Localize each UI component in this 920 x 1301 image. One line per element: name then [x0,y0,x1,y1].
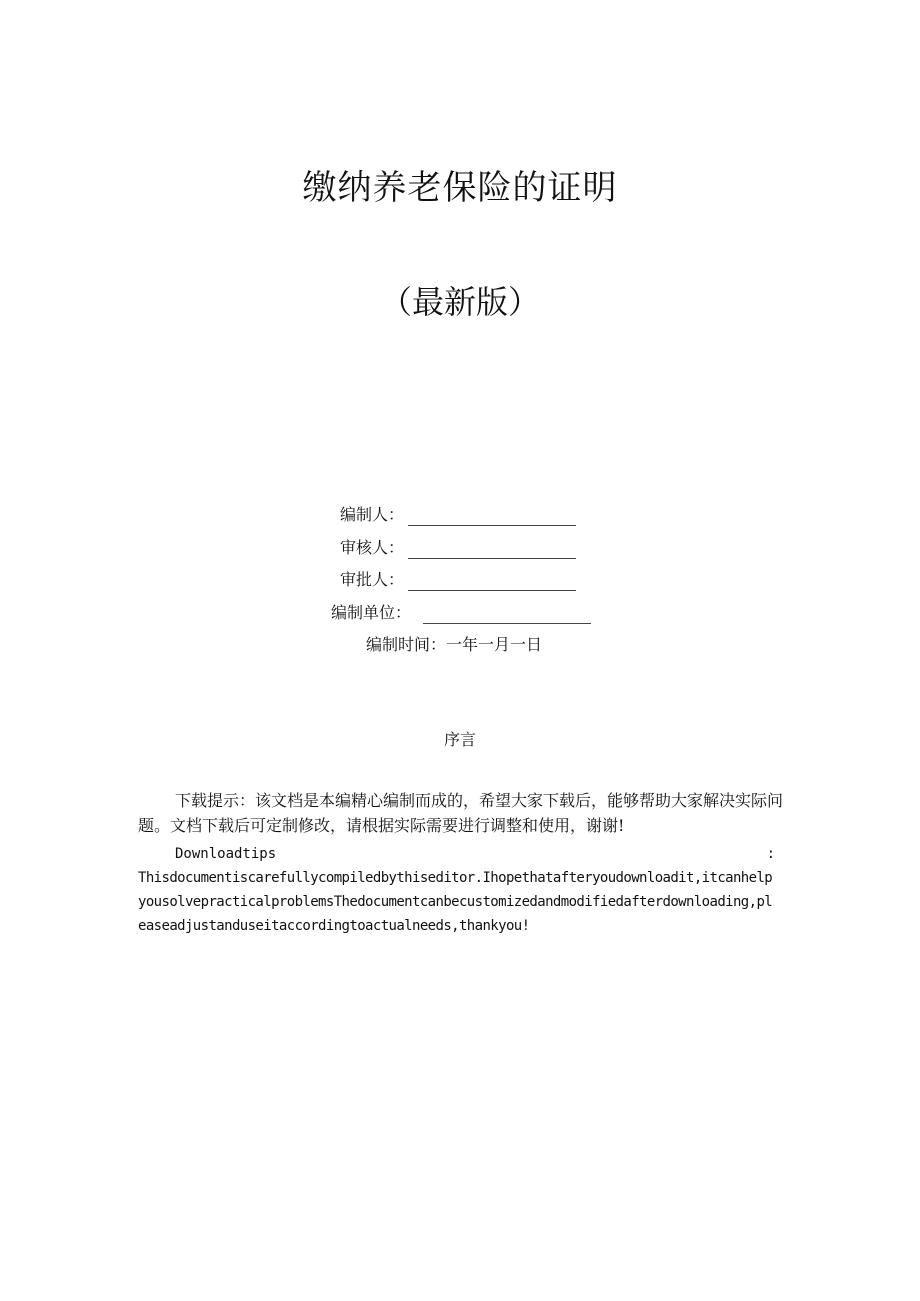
approver-label: 审批人： [340,570,405,589]
approver-blank-line [408,572,576,591]
download-tip-chinese: 下载提示：该文档是本编精心编制而成的，希望大家下载后，能够帮助大家解决实际问题。文档下载后可定制修改，请根据实际需要进行调整和使用，谢谢! [138,791,784,835]
unit-blank-line [423,605,591,624]
compiler-field [340,504,576,526]
document-subtitle: （最新版） [379,283,540,321]
compiler-blank-line [408,507,576,526]
date-label: 编制时间：一年一月一日 [366,635,543,654]
download-tip-english-colon: : [766,846,775,862]
reviewer-blank-line [408,540,576,559]
download-tip-english-body: Thisdocumentiscarefullycompiledbythiseditor.Ihopethatafteryoudownloadit,itcanhelpyousolvepracticalproblemsThedocumentcanbecustomizedandmodifiedafterdownloading,pleaseadjustanduseitaccordingtoactualneeds,thankyou! [138,870,773,934]
date-field [366,634,542,656]
reviewer-label: 审核人： [340,538,405,557]
document-title: 缴纳养老保险的证明 [302,168,618,208]
unit-field [331,602,591,624]
reviewer-field [340,537,576,559]
download-tip-english-label: Downloadtips [175,846,277,862]
approver-field [340,569,576,591]
compiler-label: 编制人： [340,505,405,524]
preface-heading: 序言 [443,730,476,749]
unit-label: 编制单位： [331,603,412,622]
download-tip-english-header [175,843,775,865]
